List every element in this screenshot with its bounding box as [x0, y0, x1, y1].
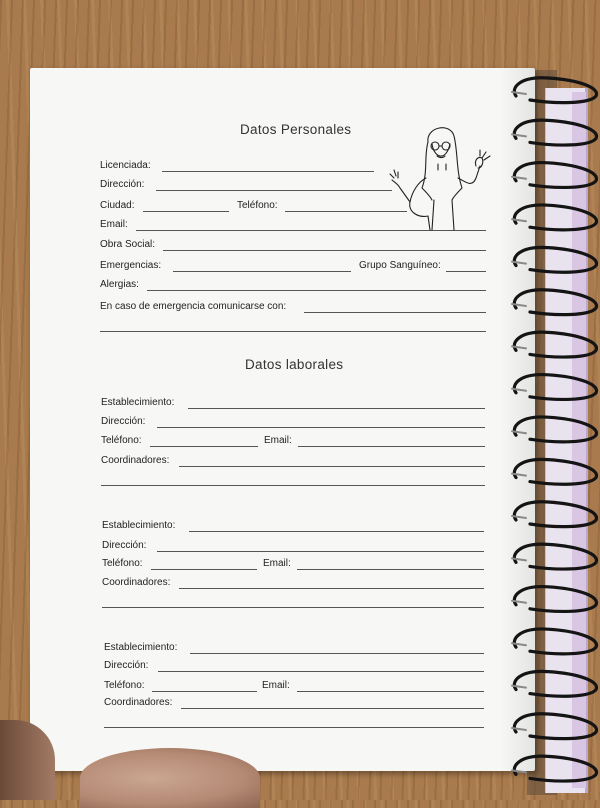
coil-loop	[514, 459, 596, 484]
hand	[80, 748, 260, 808]
label-establecimiento: Establecimiento:	[101, 397, 175, 408]
label-coordinadores: Coordinadores:	[104, 697, 173, 708]
label-email: Email:	[263, 558, 291, 569]
label-direccion: Dirección:	[104, 660, 149, 671]
coil-loop	[514, 629, 596, 654]
section-title-laboral: Datos laborales	[245, 357, 344, 372]
label-obra-social: Obra Social:	[100, 239, 156, 250]
label-direccion: Dirección:	[100, 179, 145, 190]
coil-loop	[514, 417, 596, 442]
coil-loop	[514, 78, 596, 103]
label-emergencia-contacto: En caso de emergencia comunicarse con:	[100, 301, 287, 312]
label-email: Email:	[264, 435, 292, 446]
coil-loop	[514, 205, 596, 230]
coil-loop	[514, 332, 596, 357]
label-coordinadores: Coordinadores:	[101, 455, 170, 466]
coil-loop	[514, 756, 596, 781]
label-licenciada: Licenciada:	[100, 160, 151, 171]
coil-loop	[514, 502, 596, 527]
label-ciudad: Ciudad:	[100, 200, 135, 211]
label-establecimiento: Establecimiento:	[102, 520, 176, 531]
coil-loop	[514, 163, 596, 188]
coil-loop	[514, 587, 596, 612]
section-title-personal: Datos Personales	[240, 122, 352, 137]
label-alergias: Alergias:	[100, 279, 139, 290]
coil-loop	[514, 247, 596, 272]
coil-loop	[514, 375, 596, 400]
label-emergencias: Emergencias:	[100, 260, 162, 271]
label-direccion: Dirección:	[101, 416, 146, 427]
label-coordinadores: Coordinadores:	[102, 577, 171, 588]
label-email: Email:	[262, 680, 290, 691]
label-email: Email:	[100, 219, 128, 230]
label-establecimiento: Establecimiento:	[104, 642, 178, 653]
coil-loop	[514, 671, 596, 696]
label-telefono: Teléfono:	[104, 680, 145, 691]
coil-loop	[514, 544, 596, 569]
coil-loop	[514, 120, 596, 145]
coil-loop	[514, 290, 596, 315]
label-telefono: Teléfono:	[102, 558, 143, 569]
label-grupo-sanguineo: Grupo Sanguíneo:	[359, 260, 441, 271]
label-direccion: Dirección:	[102, 540, 147, 551]
coil-loop	[514, 714, 596, 739]
label-telefono: Teléfono:	[237, 200, 278, 211]
label-telefono: Teléfono:	[101, 435, 142, 446]
